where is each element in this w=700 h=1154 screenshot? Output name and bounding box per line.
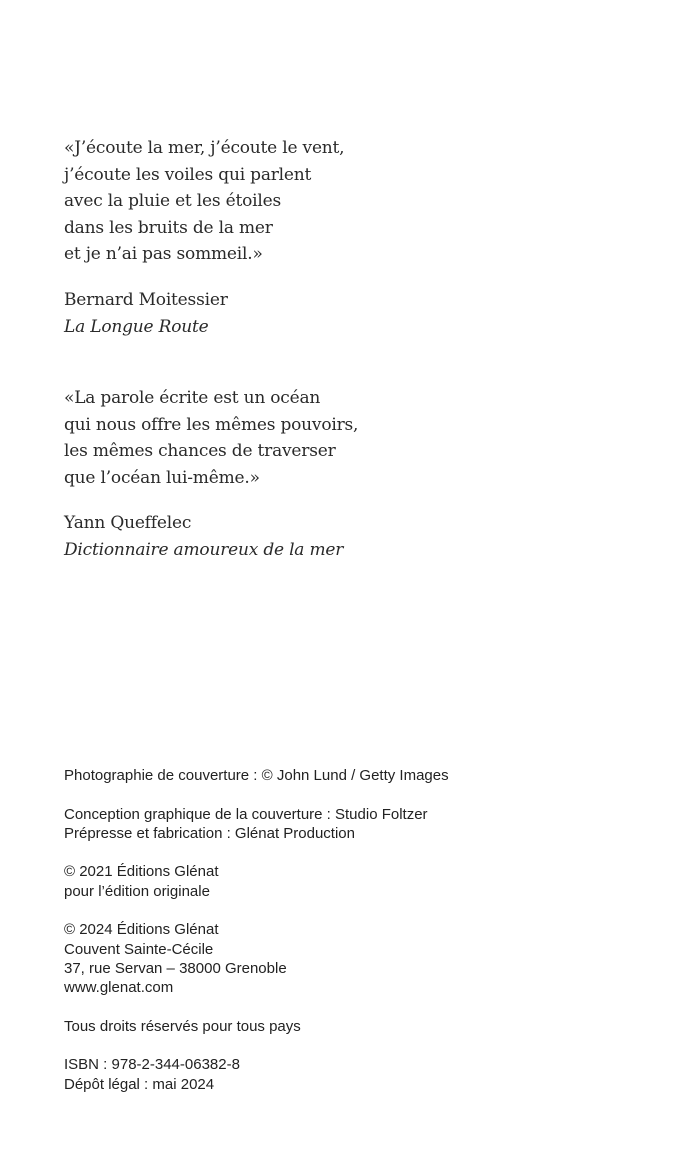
website: www.glenat.com xyxy=(64,979,174,997)
original-edition: pour l’édition originale xyxy=(64,882,210,900)
legal-deposit: Dépôt légal : mai 2024 xyxy=(64,1075,215,1093)
credit-photo: Photographie de couverture : © John Lund / Getty Images xyxy=(64,767,449,784)
quote-line: j’écoute les voiles qui parlent xyxy=(64,164,312,185)
copyright-2021: © 2021 Éditions Glénat xyxy=(64,863,219,881)
address-line-1: Couvent Sainte-Cécile xyxy=(64,940,214,958)
credit-design: Conception graphique de la couverture : Studio Foltzer xyxy=(64,805,428,823)
quote-line: «La parole écrite est un océan xyxy=(64,388,321,408)
quote-line: avec la pluie et les étoiles xyxy=(64,191,281,212)
credit-prepress: Prépresse et fabrication : Glénat Production xyxy=(64,824,355,842)
quote-queffelec xyxy=(64,385,358,564)
isbn: ISBN : 978-2-344-06382-8 xyxy=(64,1056,240,1074)
quote-line: «J’écoute la mer, j’écoute le vent, xyxy=(64,138,345,158)
quote-line: dans les bruits de la mer xyxy=(64,217,273,238)
quote-work: Dictionnaire amoureux de la mer xyxy=(64,539,344,560)
quote-work: La Longue Route xyxy=(64,316,209,337)
quote-moitessier xyxy=(64,135,344,340)
rights: Tous droits réservés pour tous pays xyxy=(64,1017,301,1035)
quote-line: les mêmes chances de traverser xyxy=(64,441,336,462)
quote-line: que l’océan lui-même.» xyxy=(64,467,260,488)
quote-line: qui nous offre les mêmes pouvoirs, xyxy=(64,414,359,435)
credits xyxy=(64,766,449,1094)
quote-line: et je n’ai pas sommeil.» xyxy=(64,244,263,265)
quote-author: Bernard Moitessier xyxy=(64,289,228,310)
quote-author: Yann Queffelec xyxy=(64,513,192,534)
address-line-2: 37, rue Servan – 38000 Grenoble xyxy=(64,959,287,977)
copyright-2024: © 2024 Éditions Glénat xyxy=(64,921,219,939)
